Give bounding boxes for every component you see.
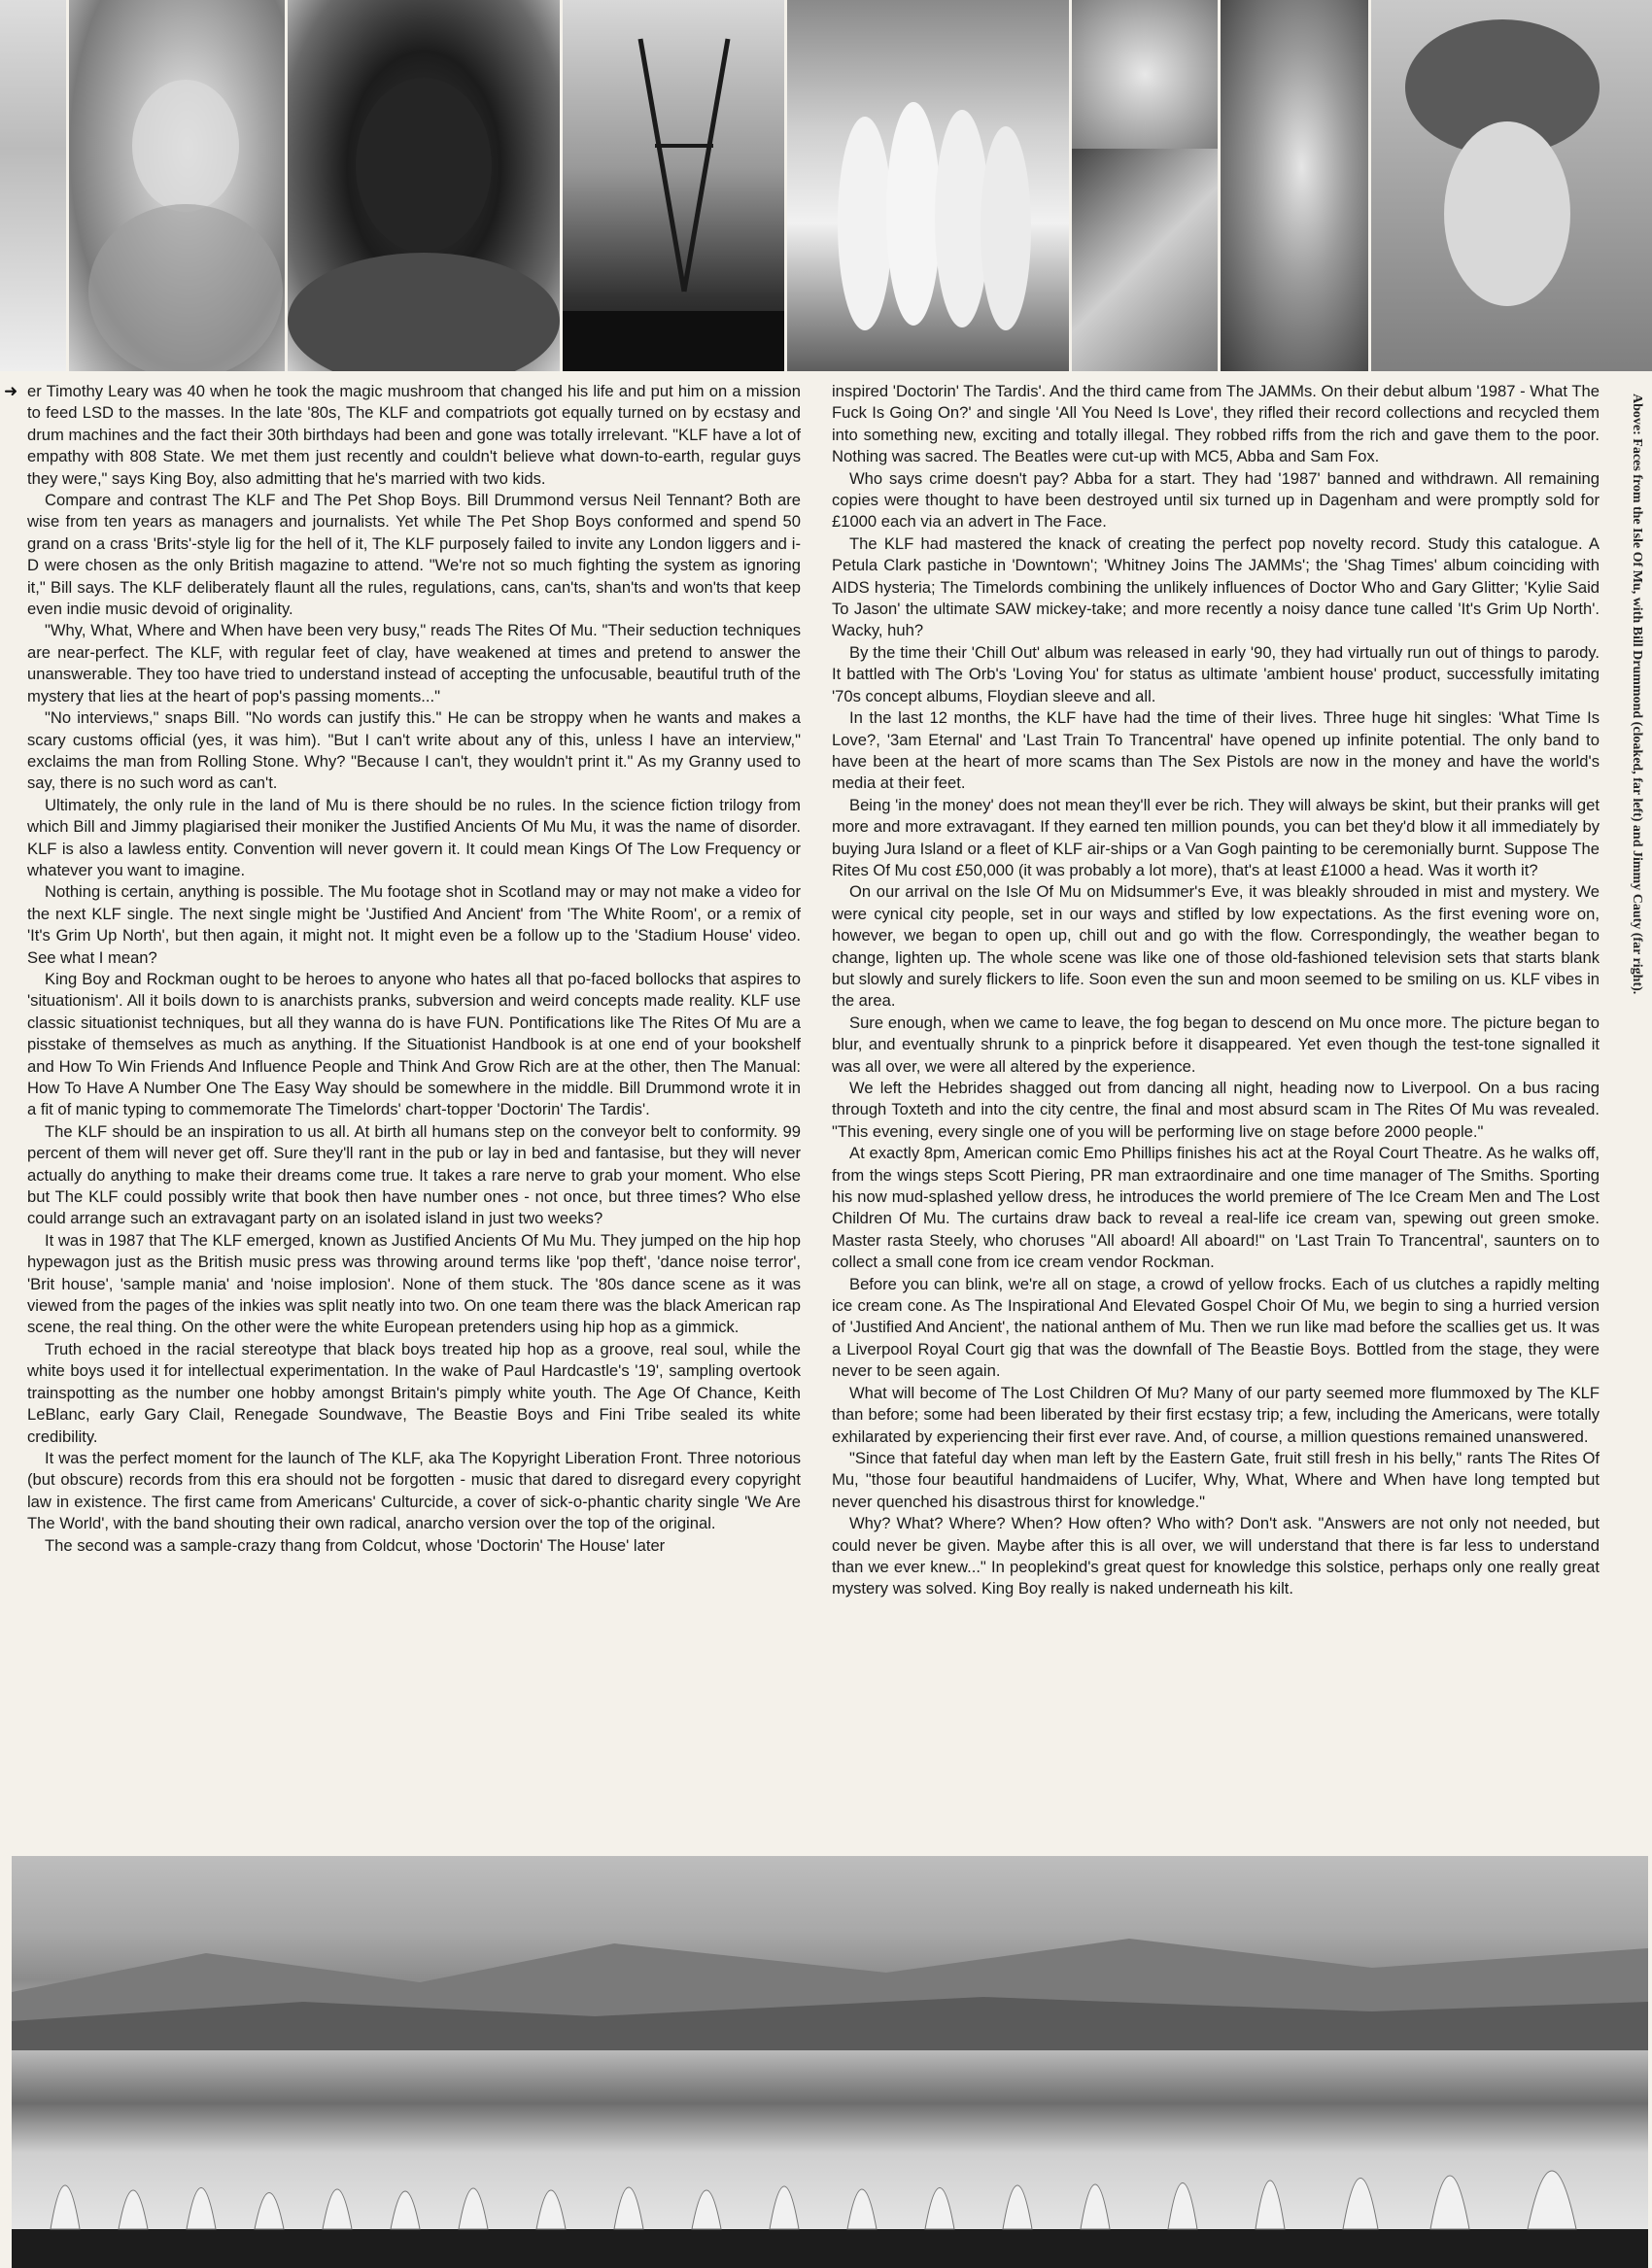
bottom-panorama-photo bbox=[12, 1856, 1648, 2268]
paragraph: er Timothy Leary was 40 when he took the magic mushroom that changed his life and put him on a mission to feed LSD to the masses. In the late '80s, The KLF and compatriots got equally turned on by ecstasy and drum machines and the fact their 30th birthdays had been and gone was totally irrelevant. "KLF have a lot of empathy with 808 State. We met them just recently and couldn't believe what down-to-earth, regular guys they were," says King Boy, also admitting that he's married with two kids. bbox=[27, 382, 801, 488]
paragraph: Truth echoed in the racial stereotype that black boys treated hip hop as a groove, real soul, while the white boys used it for intellectual experimentation. In the wake of Paul Hardcastle's '19', sampling overtook trainspotting as the number one hobby amongst Britain's pimply white youth. The Age Of Chance, Keith LeBlanc, early Gary Clail, Renegade Soundwave, The Beastie Boys and Fini Tribe sealed its white credibility. bbox=[27, 1339, 801, 1446]
paragraph: Who says crime doesn't pay? Abba for a start. They had '1987' banned and withdrawn. All remaining copies were thought to have been destroyed until six turned up in Dagenham and were promptly sold for £1000 each via an advert in The Face. bbox=[832, 468, 1600, 532]
paragraph: The KLF should be an inspiration to us all. At birth all humans step on the conveyor belt to conformity. 99 percent of them will never get off. Sure they'll rant in the pub or lay in bed and fantasise, but they will never actually do anything to make their dreams come true. It takes a rare nerve to grab your moment. Who else but The KLF could possibly write that book then have number ones - not once, but three times? Who else could arrange such an extravagant party on an isolated island in just two weeks? bbox=[27, 1121, 801, 1228]
paragraph: Ultimately, the only rule in the land of Mu is there should be no rules. In the science fiction trilogy from which Bill and Jimmy plagiarised their moniker the Justified Ancients Of Mu Mu, it was the name of disorder. KLF is also a lawless entity. Convention will never govern it. It could mean Kings Of The Low Frequency or whatever you want to imagine. bbox=[27, 795, 801, 879]
mountain-silhouette bbox=[12, 1914, 1648, 2050]
photo-fur-hat-man bbox=[1371, 0, 1652, 371]
paragraph: What will become of The Lost Children Of Mu? Many of our party seemed more flummoxed by The KLF than before; some had been liberated by their first ecstasy trip; a few, including the Americans, were totally exhilarated by experiencing their first ever rave. And, of course, a million questions remained unanswered. bbox=[832, 1383, 1600, 1446]
continuation-arrow-icon: ➜ bbox=[4, 382, 18, 400]
paragraph: King Boy and Rockman ought to be heroes to anyone who hates all that po-faced bollocks that aspires to 'situationism'. All it boils down to is anarchists pranks, subversion and weird concepts made reality. KLF use classic situationist techniques, but all they wanna do is have FUN. Pontifications like The Rites Of Mu are a pisstake of themselves as much as anything. If the Situationist Handbook is at one end of your bookshelf and How To Win Friends And Influence People and Think And Grow Rich are at the other, then The Manual: How To Have A Number One The Easy Way should be somewhere in the middle. Bill Drummond wrote it in a fit of manic typing to commemorate The Timelords' chart-topper 'Doctorin' The Tardis'. bbox=[27, 969, 801, 1119]
paragraph: On our arrival on the Isle Of Mu on Midsummer's Eve, it was bleakly shrouded in mist and mystery. We were cynical city people, set in our ways and stifled by low expectations. As the first evening wore on, however, we began to open up, chill out and go with the flow. Correspondingly, the weather began to change, lighten up. The whole scene was like one of those old-fashioned television sets that starts blank but slowly and surely flickers to life. Soon even the sun and moon seemed to be smiling on us. KLF vibes in the area. bbox=[832, 882, 1600, 1011]
paragraph: Being 'in the money' does not mean they'll ever be rich. They will always be skint, but their pranks will get more and more extravagant. If they earned ten million pounds, you can bet they'd blow it all immediately by buying Jura Island or a fleet of KLF air-ships or a Van Gogh painting to be ceremonially burnt. Suppose The Rites Of Mu cost £50,000 (it was probably a lot more), that's at least £1000 a head. Was it worth it? bbox=[832, 795, 1600, 879]
photo-hooded-child bbox=[69, 0, 288, 371]
paragraph: In the last 12 months, the KLF have had the time of their lives. Three huge hit singles: 'What Time Is Love?, '3am Eternal' and 'Last Train To Trancentral' have opened up infinite potential. The only band to have been at the heart of more scams than The Sex Pistols are now in the money and have the world's media at their feet. bbox=[832, 708, 1600, 793]
photo-couple-sitting bbox=[1072, 0, 1221, 371]
photo-boy-portrait bbox=[288, 0, 563, 371]
paragraph: Nothing is certain, anything is possible. The Mu footage shot in Scotland may or may not make a video for the next KLF single. The next single might be 'Justified And Ancient' from 'The White Room', or a remix of 'It's Grim Up North', but then again, it might not. It might even be a follow up to the 'Stadium House' video. See what I mean? bbox=[27, 882, 801, 967]
paragraph: "Why, What, Where and When have been very busy," reads The Rites Of Mu. "Their seduction techniques are near-perfect. The KLF, with regular feet of clay, have weakened at times and pretend to answer the unanswerable. They too have tried to understand instead of accepting the unfocusable, beautiful truth of the mystery that lies at the heart of pop's passing moments..." bbox=[27, 621, 801, 705]
top-photo-strip bbox=[0, 0, 1652, 371]
paragraph: inspired 'Doctorin' The Tardis'. And the third came from The JAMMs. On their debut album '1987 - What The Fuck Is Going On?' and single 'All You Need Is Love', they rifled their record collections and recycled them into something new, exciting and totally illegal. They robbed riffs from the rich and gave them to the poor. Nothing was sacred. The Beatles were cut-up with MC5, Abba and Sam Fox. bbox=[832, 382, 1600, 466]
paragraph: Why? What? Where? When? How often? Who with? Don't ask. "Answers are not only not needed, but could never be given. Maybe after this is all over, we will understand that there is far less to understand than we ever knew..." In peoplekind's great quest for knowledge this solstice, perhaps only one really great mystery was solved. King Boy really is naked underneath his kilt. bbox=[832, 1514, 1600, 1598]
photo-wicker-man bbox=[563, 0, 787, 371]
article-body bbox=[4, 381, 1605, 1838]
photo-cloaked-figure bbox=[0, 0, 69, 371]
paragraph: "No interviews," snaps Bill. "No words can justify this." He can be stroppy when he wants and makes a scary customs official (yes, it was him). "But I can't write about any of this, unless I have an interview," exclaims the man from Rolling Stone. Why? "Because I can't, they wouldn't print it." As my Granny used to say, there is no such word as can't. bbox=[27, 708, 801, 793]
photo-white-robed-figures bbox=[787, 0, 1072, 371]
photo-caption-vertical: Above: Faces from the Isle Of Mu, with Bill Drummond (cloaked, far left) and Jimmy Cauty (far right). bbox=[1630, 394, 1644, 995]
article-column-left bbox=[27, 381, 801, 1557]
paragraph: Compare and contrast The KLF and The Pet Shop Boys. Bill Drummond versus Neil Tennant? Both are wise from ten years as managers and journalists. Yet while The Pet Shop Boys conformed and spend 50 grand on a crass 'Brits'-style lig for the hell of it, The KLF purposely failed to invite any London liggers and i-D were chosen as the only British magazine to attend. "We're not so much fighting the system as ignoring it," Bill says. The KLF deliberately flaunt all the rules, regulations, cans, can'ts, shan'ts and won'ts that keep even indie music devoid of originality. bbox=[27, 491, 801, 619]
paragraph: It was the perfect moment for the launch of The KLF, aka The Kopyright Liberation Front. Three notorious (but obscure) records from this era should not be forgotten - music that dared to disregard every copyright law in existence. The first came from Americans' Culturcide, a cover of sick-o-phantic charity single 'We Are The World', with the band shouting their own radical, anarcho version over the top of the original. bbox=[27, 1448, 801, 1533]
paragraph: The second was a sample-crazy thang from Coldcut, whose 'Doctorin' The House' later bbox=[45, 1535, 666, 1555]
paragraph: By the time their 'Chill Out' album was released in early '90, they had virtually run out of things to parody. It battled with The Orb's 'Loving You' for status as ultimate 'ambient house' product, successfully imitating '70s concept albums, Floydian sleeve and all. bbox=[832, 642, 1600, 705]
paragraph: Before you can blink, we're all on stage, a crowd of yellow frocks. Each of us clutches a rapidly melting ice cream cone. As The Inspirational And Elevated Gospel Choir Of Mu, we begin to sing a hurried version of 'Justified And Ancient', the national anthem of Mu. Then we run like mad before the scallies get us. It was a Liverpool Royal Court gig that was the downfall of The Beastie Boys. Bottled from the stage, they were never to be seen again. bbox=[832, 1274, 1600, 1381]
paragraph: We left the Hebrides shagged out from dancing all night, heading now to Liverpool. On a bus racing through Toxteth and into the city centre, the final and most absurd scam in The Rites Of Mu was revealed. "This evening, every single one of you will be performing live on stage before 2000 people." bbox=[832, 1079, 1600, 1141]
procession-figures bbox=[12, 2103, 1648, 2268]
paragraph: "Since that fateful day when man left by the Eastern Gate, fruit still fresh in his belly," rants The Rites Of Mu, "those four beautiful handmaidens of Lucifer, Why, What, Where and When have long tempted but never quenched his disastrous thirst for knowledge." bbox=[832, 1448, 1600, 1511]
paragraph: The KLF had mastered the knack of creating the perfect pop novelty record. Study this catalogue. A Petula Clark pastiche in 'Downtown'; 'Whitney Joins The JAMMs'; the 'Shag Times' album coinciding with AIDS hysteria; The Timelords combining the unlikely influences of Doctor Who and Gary Glitter; 'Kylie Said To Jason' the ultimate SAW mickey-take; and more recently a noisy dance tune called 'It's Grim Up North'. Wacky, huh? bbox=[832, 533, 1600, 640]
paragraph: At exactly 8pm, American comic Emo Phillips finishes his act at the Royal Court Theatre. As he walks off, from the wings steps Scott Piering, PR man extraordinaire and one time manager of The Smiths. Sporting his now mud-splashed yellow dress, he introduces the world premiere of The Ice Cream Men and The Lost Children Of Mu. The curtains draw back to reveal a real-life ice cream van, spewing out green smoke. Master rasta Steely, who choruses "All aboard! All aboard!" on 'Last Train To Trancentral', saunters on to collect a small cone from ice cream vendor Rockman. bbox=[832, 1144, 1600, 1272]
article-column-right bbox=[832, 381, 1600, 1600]
photo-fence-figures bbox=[1221, 0, 1371, 371]
paragraph: It was in 1987 that The KLF emerged, known as Justified Ancients Of Mu Mu. They jumped on the hip hop hypewagon just as the British music press was throwing around terms like 'pop theft', 'dance noise terror', 'Brit house', 'sample mania' and 'noise implosion'. None of them stuck. The '80s dance scene as it was viewed from the pages of the inkies was split neatly into two. On one team there was the black American rap scene, the real thing. On the other were the white European pretenders using hip hop as a gimmick. bbox=[27, 1230, 801, 1337]
paragraph: Sure enough, when we came to leave, the fog began to descend on Mu once more. The picture began to blur, and eventually shrunk to a pinprick before it disappeared. Yet even though the test-tone signalled it was all over, we were all altered by the experience. bbox=[832, 1013, 1600, 1076]
